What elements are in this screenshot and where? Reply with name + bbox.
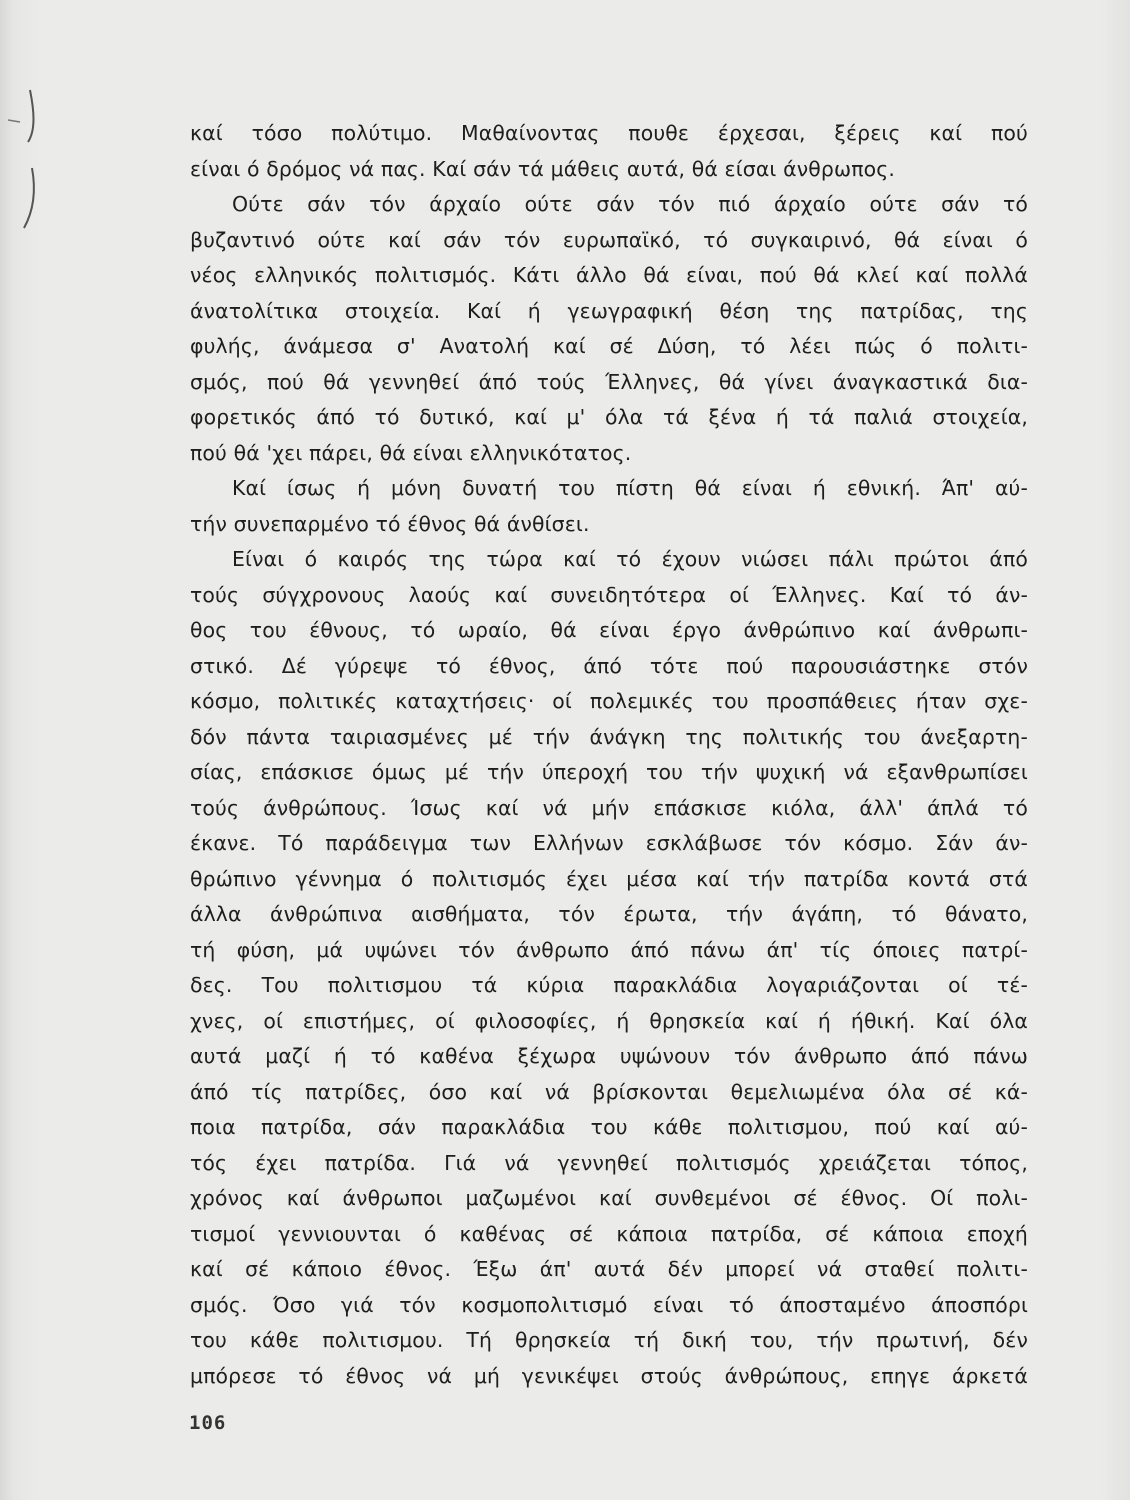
text-line: καί τόσο πολύτιμο. Μαθαίνοντας πουθε έρχεσαι, ξέρεις καί πού — [190, 121, 1028, 145]
margin-pencil-marks — [0, 80, 40, 280]
text-line: κόσμο, πολιτικές καταχτήσεις· οί πολεμικές του προσπάθειες ήταν σχε- — [190, 689, 1028, 713]
text-line: τισμοί γεννιουνται ό καθένας σέ κάποια πατρίδα, σέ κάποια εποχή — [190, 1221, 1028, 1246]
body-text — [190, 116, 1028, 1394]
text-line: χνες, οί επιστήμες, οί φιλοσοφίες, ή θρησκεία καί ή ήθική. Καί όλα — [190, 1008, 1028, 1033]
text-line: σμός, πού θά γεννηθεί άπό τούς Έλληνες, θά γίνει άναγκαστικά δια- — [190, 369, 1028, 394]
text-line: έκανε. Τό παράδειγμα των Ελλήνων εσκλάβωσε τόν κόσμο. Σάν άν- — [190, 831, 1028, 855]
text-line: τή φύση, μά υψώνει τόν άνθρωπο άπό πάνω άπ' τίς όποιες πατρί- — [190, 937, 1028, 962]
text-line: Είναι ό καιρός της τώρα καί τό έχουν νιώσει πάλι πρώτοι άπό — [232, 547, 1028, 571]
text-line: χρόνος καί άνθρωποι μαζωμένοι καί συνθεμένοι σέ έθνος. Οί πολι- — [190, 1186, 1028, 1210]
page-number: 106 — [189, 1412, 227, 1434]
text-line: είναι ό δρόμος νά πας. Καί σάν τά μάθεις αυτά, θά είσαι άνθρωπος. — [190, 156, 895, 181]
text-line: τός έχει πατρίδα. Γιά νά γεννηθεί πολιτισμός χρειάζεται τόπος, — [190, 1150, 1028, 1175]
text-line: του κάθε πολιτισμου. Τή θρησκεία τή δική του, τήν πρωτινή, δέν — [190, 1328, 1028, 1352]
text-line: δες. Του πολιτισμου τά κύρια παρακλάδια λογαριάζονται οί τέ- — [190, 973, 1028, 997]
text-line: νέος ελληνικός πολιτισμός. Κάτι άλλο θά είναι, πού θά κλεί καί πολλά — [190, 263, 1028, 287]
text-line: τούς άνθρώπους. Ίσως καί νά μήν επάσκισε κιόλα, άλλ' άπλά τό — [190, 795, 1028, 820]
text-line: τούς σύγχρονους λαούς καί συνειδητότερα οί Έλληνες. Καί τό άν- — [190, 582, 1028, 607]
text-line: καί σέ κάποιο έθνος. Έξω άπ' αυτά δέν μπορεί νά σταθεί πολιτι- — [190, 1257, 1028, 1281]
text-line: άλλα άνθρώπινα αισθήματα, τόν έρωτα, τήν άγάπη, τό θάνατο, — [190, 902, 1028, 926]
text-line: δόν πάντα ταιριασμένες μέ τήν άνάγκη της πολιτικής του άνεξαρτη- — [190, 724, 1028, 749]
text-line: τήν συνεπαρμένο τό έθνος θά άνθίσει. — [190, 511, 590, 536]
text-line: μπόρεσε τό έθνος νά μή γενικέψει στούς άνθρώπους, επηγε άρκετά — [190, 1363, 1028, 1388]
text-line: στικό. Δέ γύρεψε τό έθνος, άπό τότε πού παρουσιάστηκε στόν — [190, 653, 1028, 678]
text-line: σίας, επάσκισε όμως μέ τήν ύπεροχή του τήν ψυχική νά εξανθρωπίσει — [190, 760, 1028, 784]
text-line: άνατολίτικα στοιχεία. Καί ή γεωγραφική θέση της πατρίδας, της — [190, 298, 1028, 323]
text-line: άπό τίς πατρίδες, όσο καί νά βρίσκονται θεμελιωμένα όλα σέ κά- — [190, 1079, 1028, 1104]
text-line: Καί ίσως ή μόνη δυνατή του πίστη θά είναι ή εθνική. Άπ' αύ- — [232, 476, 1028, 500]
text-line: βυζαντινό ούτε καί σάν τόν ευρωπαϊκό, τό συγκαιρινό, θά είναι ό — [190, 227, 1028, 252]
text-line: πού θά 'χει πάρει, θά είναι ελληνικότατος. — [190, 440, 632, 465]
text-line: φυλής, άνάμεσα σ' Ανατολή καί σέ Δύση, τό λέει πώς ό πολιτι- — [190, 334, 1028, 358]
text-line: θος του έθνους, τό ωραίο, θά είναι έργο άνθρώπινο καί άνθρωπι- — [190, 618, 1028, 642]
text-line: ποια πατρίδα, σάν παρακλάδια του κάθε πολιτισμου, πού καί αύ- — [190, 1115, 1028, 1139]
text-line: θρώπινο γέννημα ό πολιτισμός έχει μέσα καί τήν πατρίδα κοντά στά — [190, 866, 1028, 891]
text-line: φορετικός άπό τό δυτικό, καί μ' όλα τά ξένα ή τά παλιά στοιχεία, — [190, 405, 1028, 429]
text-line: Ούτε σάν τόν άρχαίο ούτε σάν τόν πιό άρχαίο ούτε σάν τό — [232, 192, 1028, 216]
text-line: αυτά μαζί ή τό καθένα ξέχωρα υψώνουν τόν άνθρωπο άπό πάνω — [190, 1044, 1028, 1068]
text-line: σμός. Όσο γιά τόν κοσμοπολιτισμό είναι τό άποσταμένο άποσπόρι — [190, 1292, 1028, 1317]
